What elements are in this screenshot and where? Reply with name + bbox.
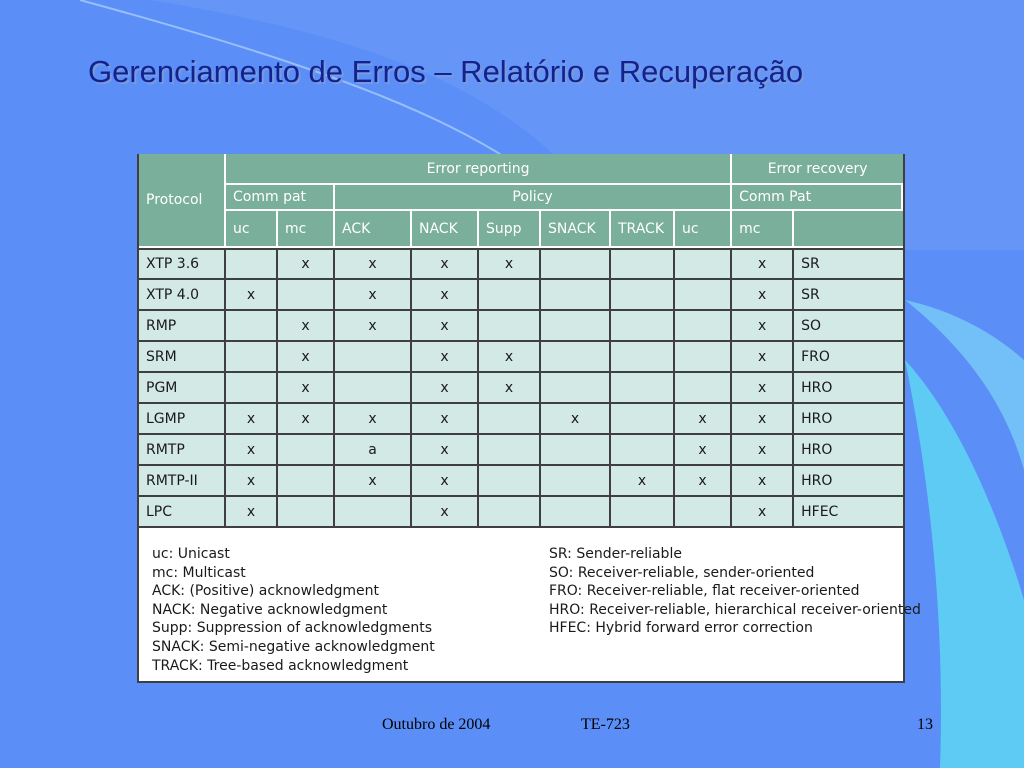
cell-protocol: LPC [139, 497, 226, 528]
cell-track [611, 342, 675, 373]
cell-supp: x [479, 248, 541, 280]
cell-track [611, 280, 675, 311]
cell-nack: x [412, 404, 479, 435]
cell-uc-recovery [675, 248, 732, 280]
cell-uc: x [226, 404, 278, 435]
legend-left-column [152, 545, 435, 675]
cell-supp: x [479, 373, 541, 404]
cell-protocol: SRM [139, 342, 226, 373]
cell-protocol: RMTP-II [139, 466, 226, 497]
cell-supp [479, 435, 541, 466]
cell-supp [479, 280, 541, 311]
table-row [139, 373, 903, 404]
cell-ack: x [335, 404, 412, 435]
table-row [139, 342, 903, 373]
cell-policy: HRO [794, 435, 903, 466]
header-policy-blank [794, 211, 903, 248]
cell-snack: x [541, 404, 611, 435]
cell-policy: HRO [794, 404, 903, 435]
cell-nack: x [412, 373, 479, 404]
legend-item: HRO: Receiver-reliable, hierarchical receiver-oriented [549, 601, 921, 618]
header-comm-pat-reporting: Comm pat [226, 185, 335, 211]
cell-track [611, 435, 675, 466]
legend-item: HFEC: Hybrid forward error correction [549, 620, 813, 637]
cell-protocol: RMTP [139, 435, 226, 466]
legend-item: SO: Receiver-reliable, sender-oriented [549, 564, 815, 581]
header-uc-recovery: uc [675, 211, 732, 248]
cell-ack: x [335, 248, 412, 280]
cell-uc [226, 373, 278, 404]
legend-item: ACK: (Positive) acknowledgment [152, 583, 379, 600]
cell-mc: x [278, 373, 335, 404]
header-comm-pat-recovery: Comm Pat [732, 185, 903, 211]
cell-ack: x [335, 466, 412, 497]
header-ack: ACK [335, 211, 412, 248]
legend-item: TRACK: Tree-based acknowledgment [152, 657, 409, 674]
cell-snack [541, 280, 611, 311]
cell-mc: x [278, 248, 335, 280]
cell-policy: SR [794, 248, 903, 280]
cell-uc-recovery [675, 373, 732, 404]
cell-supp [479, 497, 541, 528]
legend-item: uc: Unicast [152, 546, 230, 562]
cell-uc-recovery: x [675, 404, 732, 435]
cell-policy: SR [794, 280, 903, 311]
cell-uc: x [226, 280, 278, 311]
header-uc: uc [226, 211, 278, 248]
cell-uc-recovery [675, 342, 732, 373]
cell-ack: a [335, 435, 412, 466]
footer-date: Outubro de 2004 [382, 716, 491, 733]
table-row [139, 311, 903, 342]
cell-track [611, 497, 675, 528]
cell-mc-recovery: x [732, 311, 794, 342]
protocol-table [139, 154, 903, 528]
header-snack: SNACK [541, 211, 611, 248]
cell-mc [278, 497, 335, 528]
cell-track [611, 248, 675, 280]
cell-uc [226, 311, 278, 342]
cell-policy: FRO [794, 342, 903, 373]
cell-uc: x [226, 435, 278, 466]
cell-policy: HFEC [794, 497, 903, 528]
cell-nack: x [412, 342, 479, 373]
cell-mc-recovery: x [732, 497, 794, 528]
cell-policy: HRO [794, 373, 903, 404]
cell-snack [541, 311, 611, 342]
header-error-recovery: Error recovery [732, 154, 903, 185]
cell-track [611, 311, 675, 342]
cell-ack: x [335, 280, 412, 311]
legend-item: NACK: Negative acknowledgment [152, 601, 388, 618]
cell-uc-recovery: x [675, 435, 732, 466]
cell-mc [278, 280, 335, 311]
cell-snack [541, 373, 611, 404]
legend-item: SR: Sender-reliable [549, 546, 682, 562]
header-nack: NACK [412, 211, 479, 248]
cell-snack [541, 497, 611, 528]
cell-supp [479, 311, 541, 342]
cell-track: x [611, 466, 675, 497]
cell-ack [335, 497, 412, 528]
cell-snack [541, 435, 611, 466]
cell-uc [226, 342, 278, 373]
table-row [139, 435, 903, 466]
legend-item: FRO: Receiver-reliable, flat receiver-oriented [549, 583, 860, 600]
cell-mc-recovery: x [732, 280, 794, 311]
cell-supp [479, 404, 541, 435]
cell-snack [541, 466, 611, 497]
table-row [139, 497, 903, 528]
cell-track [611, 404, 675, 435]
cell-protocol: XTP 3.6 [139, 248, 226, 280]
cell-track [611, 373, 675, 404]
cell-protocol: PGM [139, 373, 226, 404]
cell-snack [541, 342, 611, 373]
header-mc-recovery: mc [732, 211, 794, 248]
table-row [139, 280, 903, 311]
cell-ack: x [335, 311, 412, 342]
protocol-comparison-figure [137, 154, 921, 683]
cell-mc [278, 466, 335, 497]
cell-mc-recovery: x [732, 404, 794, 435]
cell-mc: x [278, 311, 335, 342]
header-policy-reporting: Policy [335, 185, 732, 211]
legend-item: Supp: Suppression of acknowledgments [152, 620, 433, 637]
cell-supp: x [479, 342, 541, 373]
cell-ack [335, 342, 412, 373]
protocol-table-body [139, 248, 903, 528]
footer-page-number: 13 [917, 716, 933, 733]
cell-mc-recovery: x [732, 435, 794, 466]
cell-uc-recovery [675, 280, 732, 311]
footer-course: TE-723 [581, 716, 630, 733]
cell-policy: HRO [794, 466, 903, 497]
legend-item: mc: Multicast [152, 564, 246, 581]
cell-uc-recovery [675, 497, 732, 528]
table-row [139, 404, 903, 435]
cell-uc-recovery [675, 311, 732, 342]
cell-protocol: LGMP [139, 404, 226, 435]
cell-mc: x [278, 342, 335, 373]
cell-mc: x [278, 404, 335, 435]
header-protocol: Protocol [139, 154, 226, 248]
cell-policy: SO [794, 311, 903, 342]
table-row [139, 466, 903, 497]
cell-nack: x [412, 280, 479, 311]
header-mc: mc [278, 211, 335, 248]
cell-mc-recovery: x [732, 342, 794, 373]
cell-mc-recovery: x [732, 466, 794, 497]
cell-ack [335, 373, 412, 404]
slide-title: Gerenciamento de Erros – Relatório e Recuperação [88, 54, 804, 89]
cell-protocol: RMP [139, 311, 226, 342]
cell-nack: x [412, 466, 479, 497]
cell-nack: x [412, 311, 479, 342]
cell-nack: x [412, 497, 479, 528]
header-error-reporting: Error reporting [226, 154, 732, 185]
cell-uc-recovery: x [675, 466, 732, 497]
cell-protocol: XTP 4.0 [139, 280, 226, 311]
cell-uc: x [226, 497, 278, 528]
cell-uc: x [226, 466, 278, 497]
legend-item: SNACK: Semi-negative acknowledgment [152, 638, 435, 655]
cell-supp [479, 466, 541, 497]
legend-right-column [549, 545, 921, 638]
cell-mc-recovery: x [732, 248, 794, 280]
cell-snack [541, 248, 611, 280]
header-track: TRACK [611, 211, 675, 248]
cell-mc-recovery: x [732, 373, 794, 404]
header-supp: Supp [479, 211, 541, 248]
table-row [139, 248, 903, 280]
cell-uc [226, 248, 278, 280]
cell-nack: x [412, 435, 479, 466]
cell-nack: x [412, 248, 479, 280]
cell-mc [278, 435, 335, 466]
